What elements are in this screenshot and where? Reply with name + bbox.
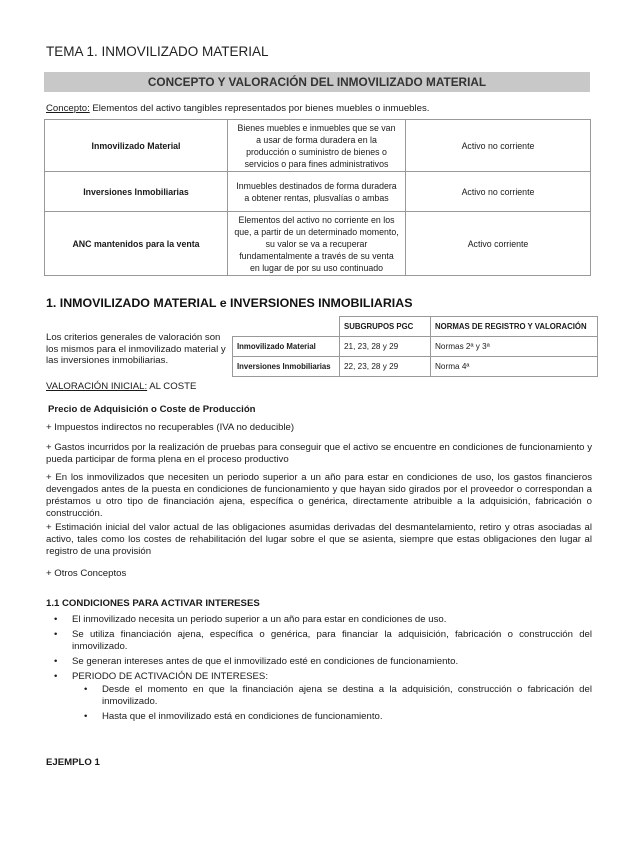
table-cell-name: ANC mantenidos para la venta [45, 212, 228, 276]
table-cell-class: Activo no corriente [406, 120, 591, 172]
valoracion-item: + En los inmovilizados que necesiten un periodo superior a un año para estar en condiciones de uso, los gastos financieros devengados antes de la puesta en condiciones de funcionamiento y que hayan sido girados por el proveedor o correspondan a préstamos u otro tipo de financiación ajena, específica o genérica, directamente atribuible a la adquisición, fabricación o construcción. [46, 472, 592, 519]
table-row [45, 120, 591, 172]
concepto-paragraph [46, 103, 429, 114]
valoracion-value: AL COSTE [147, 381, 197, 392]
criterios-paragraph: Los criterios generales de valoración son los mismos para el inmovilizado material y las inversiones inmobiliarias. [46, 332, 226, 366]
table-cell-desc: Elementos del activo no corriente en los que, a partir de un determinado momento, su valor se va a recuperar fundamentalmente a través de su venta en lugar de por su uso continuado [228, 212, 406, 276]
table-cell-norma: Norma 4ª [431, 357, 598, 377]
table-row [45, 212, 591, 276]
table-cell-name: Inmovilizado Material [45, 120, 228, 172]
table-cell-sub: 22, 23, 28 y 29 [340, 357, 431, 377]
valoracion-item: + Otros Conceptos [46, 568, 127, 579]
list-item: • El inmovilizado necesita un periodo superior a un año para estar en condiciones de uso. [46, 614, 592, 626]
valoracion-line [46, 381, 196, 392]
concepto-label: Concepto: [46, 103, 90, 114]
list-item: • Hasta que el inmovilizado está en condiciones de funcionamiento. [46, 711, 592, 723]
conditions-list [46, 614, 592, 686]
section-banner: CONCEPTO Y VALORACIÓN DEL INMOVILIZADO MATERIAL [44, 72, 590, 92]
table-cell-label: Inversiones Inmobiliarias [233, 357, 340, 377]
classification-table [44, 119, 591, 276]
valoracion-item: + Gastos incurridos por la realización de pruebas para conseguir que el activo se encuentre en condiciones de funcionamiento y pueda participar de forma plena en el proceso productivo [46, 442, 592, 465]
table-cell-desc: Inmuebles destinados de forma duradera a obtener rentas, plusvalías o ambas [228, 172, 406, 212]
period-sublist [46, 684, 592, 726]
list-item: • Desde el momento en que la financiación ajena se destina a la adquisición, construcción o fabricación del inmovilizado. [46, 684, 592, 708]
valoracion-item: + Impuestos indirectos no recuperables (IVA no deducible) [46, 422, 295, 433]
section-heading: 1. INMOVILIZADO MATERIAL e INVERSIONES INMOBILIARIAS [46, 296, 413, 310]
table-cell-sub: 21, 23, 28 y 29 [340, 337, 431, 357]
table-row [45, 172, 591, 212]
table-header: SUBGRUPOS PGC [340, 317, 431, 337]
table-cell-class: Activo no corriente [406, 172, 591, 212]
valoracion-label: VALORACIÓN INICIAL: [46, 381, 148, 392]
table-cell-norma: Normas 2ª y 3ª [431, 337, 598, 357]
list-item: • Se utiliza financiación ajena, específica o genérica, para financiar la adquisición, fabricación o construcción del inmovilizado. [46, 629, 592, 653]
table-row [233, 357, 598, 377]
table-cell-class: Activo corriente [406, 212, 591, 276]
concepto-text: Elementos del activo tangibles representados por bienes muebles o inmuebles. [89, 103, 430, 114]
subsection-heading: 1.1 CONDICIONES PARA ACTIVAR INTERESES [46, 598, 260, 609]
table-header-row [233, 317, 598, 337]
precio-heading: Precio de Adquisición o Coste de Producción [48, 404, 256, 415]
pgc-table [232, 316, 598, 377]
table-cell-label: Inmovilizado Material [233, 337, 340, 357]
table-cell-name: Inversiones Inmobiliarias [45, 172, 228, 212]
table-row [233, 337, 598, 357]
table-cell-desc: Bienes muebles e inmuebles que se van a usar de forma duradera en la producción o suministro de bienes o servicios o para fines administrativos [228, 120, 406, 172]
example-heading: EJEMPLO 1 [46, 757, 100, 768]
list-item: • PERIODO DE ACTIVACIÓN DE INTERESES: [46, 671, 592, 683]
table-header: NORMAS DE REGISTRO Y VALORACIÓN [431, 317, 598, 337]
table-corner [233, 317, 340, 337]
list-item: • Se generan intereses antes de que el inmovilizado esté en condiciones de funcionamiento. [46, 656, 592, 668]
valoracion-item: + Estimación inicial del valor actual de las obligaciones asumidas derivadas del desmantelamiento, retiro y otras asociadas al activo, tales como los costes de rehabilitación del lugar sobre el que se asienta, siempre que estas obligaciones den lugar al registro de una provisión [46, 522, 592, 557]
page-title: TEMA 1. INMOVILIZADO MATERIAL [46, 44, 269, 59]
